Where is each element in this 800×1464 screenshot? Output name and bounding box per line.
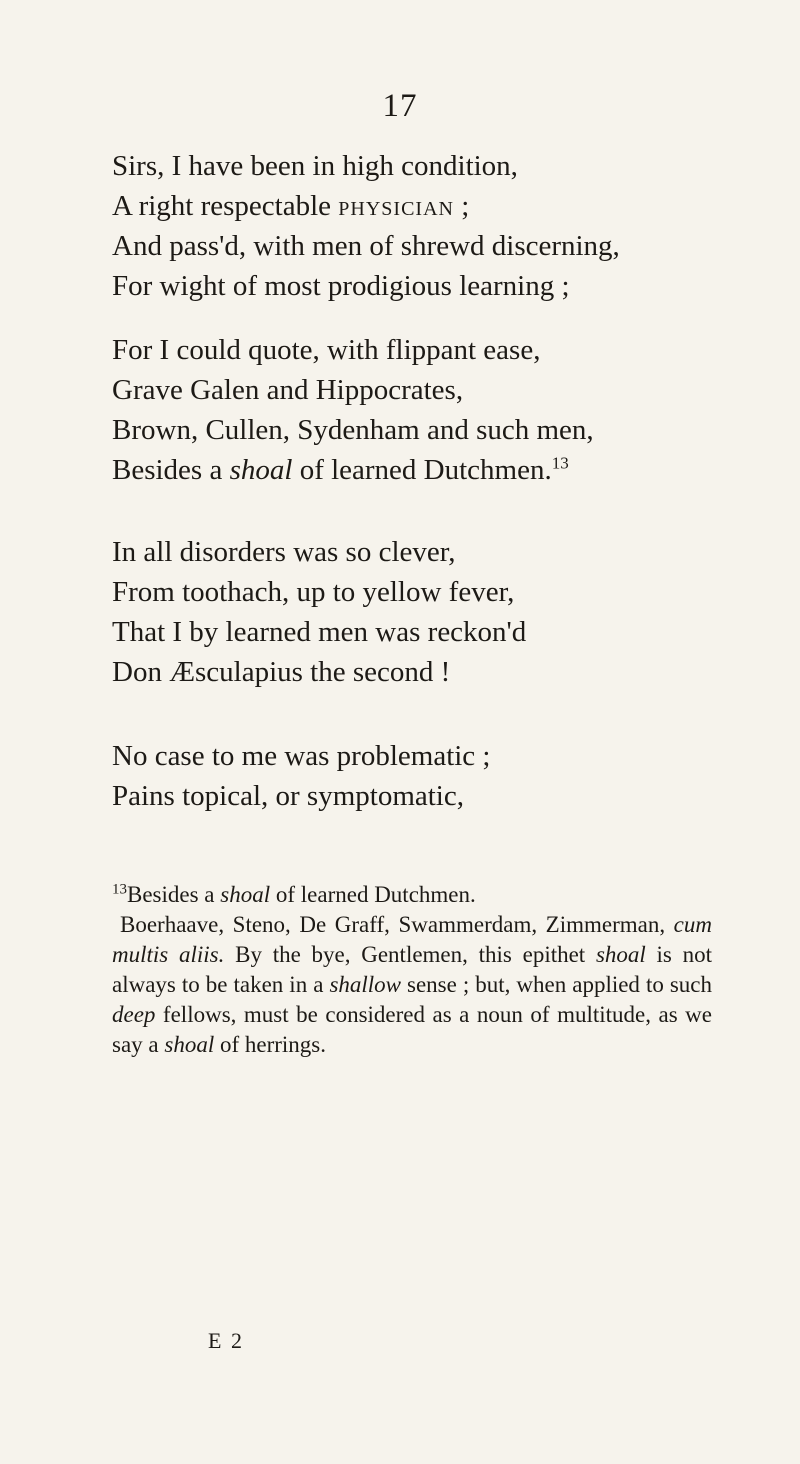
- verse-line: Besides a shoal of learned Dutchmen.$^{13}$: [112, 453, 569, 486]
- footnote-mark: 13: [112, 881, 127, 898]
- verse-line: Pains topical, or symptomatic,: [112, 780, 464, 812]
- footnote-reference: 13: [551, 453, 569, 473]
- stanza-2: [112, 330, 752, 490]
- footnote: [112, 880, 712, 1060]
- verse-line: Brown, Cullen, Sydenham and such men,: [112, 414, 594, 446]
- verse-line: And pass'd, with men of shrewd discerning,: [112, 230, 620, 262]
- verse-line: Don Æsculapius the second !: [112, 656, 451, 688]
- signature-mark: E 2: [208, 1328, 244, 1353]
- page-number: 17: [382, 88, 418, 124]
- verse-line: For I could quote, with flippant ease,: [112, 334, 541, 366]
- verse-line: Sirs, I have been in high condition,: [112, 150, 518, 182]
- verse-line: Grave Galen and Hippocrates,: [112, 374, 464, 406]
- stanza-1: [112, 146, 752, 306]
- verse-line: That I by learned men was reckon'd: [112, 616, 527, 648]
- verse-line: A right respectable physician ;: [112, 190, 470, 222]
- verse-line: For wight of most prodigious learning ;: [112, 270, 570, 302]
- stanza-4: [112, 736, 752, 816]
- footnote-body: Boerhaave, Steno, De Graff, Swammerdam, Zimmerman, cum multis aliis. By the bye, Gentlemen, this epithet shoal is not always to be taken in a shallow sense ; but, when applied to such deep fellows, must be considered as a noun of multitude, as we say a shoal of herrings.: [112, 912, 713, 1057]
- verse-line: No case to me was problematic ;: [112, 740, 491, 772]
- verse-line: From toothach, up to yellow fever,: [112, 576, 515, 608]
- verse-line: In all disorders was so clever,: [112, 536, 456, 568]
- footnote-heading: $^{13}$Besides a shoal of learned Dutchmen.: [112, 881, 476, 907]
- stanza-3: [112, 532, 752, 692]
